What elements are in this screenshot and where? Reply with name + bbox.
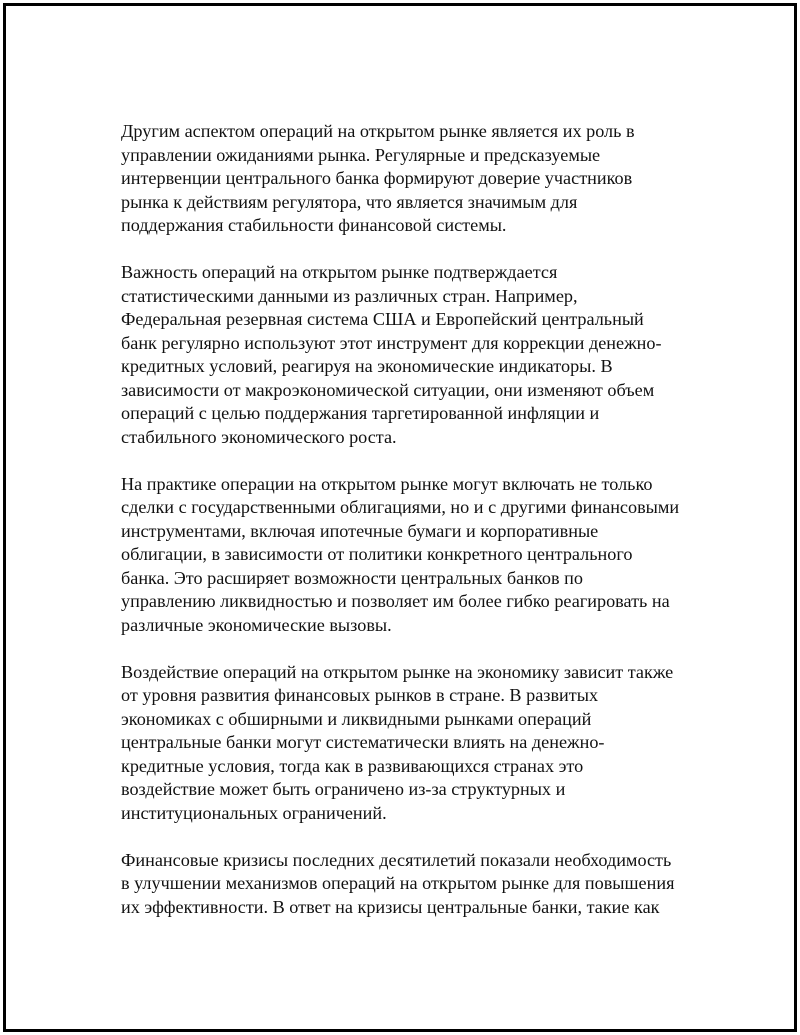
paragraph-1 — [121, 120, 696, 238]
text-line: воздействие может быть ограничено из-за структурных и — [121, 779, 566, 799]
text-line: облигации, в зависимости от политики конкретного центрального — [121, 544, 633, 564]
text-line: различные экономические вызовы. — [121, 614, 392, 635]
text-line: интервенции центрального банка формируют доверие участников — [121, 168, 633, 188]
text-line: институциональных ограничений. — [121, 802, 387, 823]
text-line: рынка к действиям регулятора, что является значимым для — [121, 191, 578, 212]
text-line: центральные банки могут систематически влиять на денежно- — [121, 732, 605, 752]
text-line: экономиках с обширными и ликвидными рынками операций — [121, 708, 592, 729]
text-line: банка. Это расширяет возможности центральных банков по — [121, 567, 583, 588]
text-line: инструментами, включая ипотечные бумаги и корпоративные — [121, 520, 599, 541]
text-line: Федеральная резервная система США и Европейский центральный — [121, 309, 644, 329]
text-line: На практике операции на открытом рынке могут включать не только — [121, 473, 653, 494]
text-line: Важность операций на открытом рынке подтверждается — [121, 262, 558, 282]
text-line: управлению ликвидностью и позволяет им более гибко реагировать на — [121, 591, 670, 611]
text-line: статистическими данными из различных стран. Например, — [121, 285, 578, 306]
paragraph-2 — [121, 261, 696, 449]
text-line: в улучшении механизмов операций на открытом рынке для повышения — [121, 873, 675, 893]
text-line: управлении ожиданиями рынка. Регулярные и предсказуемые — [121, 144, 601, 165]
text-line: кредитные условия, тогда как в развивающихся странах это — [121, 755, 584, 776]
paragraph-3 — [121, 473, 696, 638]
text-line: операций с целью поддержания таргетированной инфляции и — [121, 403, 600, 423]
text-line: Финансовые кризисы последних десятилетий показали необходимость — [121, 849, 672, 870]
text-line: стабильного экономического роста. — [121, 426, 397, 447]
text-line: зависимости от макроэкономической ситуации, они изменяют объем — [121, 379, 655, 400]
text-line: Воздействие операций на открытом рынке на экономику зависит также — [121, 661, 674, 682]
text-line: их эффективности. В ответ на кризисы центральные банки, такие как — [121, 896, 660, 917]
text-line: сделки с государственными облигациями, но и с другими финансовыми — [121, 497, 680, 517]
text-line: кредитных условий, реагируя на экономические индикаторы. В — [121, 356, 613, 376]
text-line: поддержания стабильности финансовой системы. — [121, 215, 507, 235]
text-line: от уровня развития финансовых рынков в стране. В развитых — [121, 685, 599, 705]
text-line: Другим аспектом операций на открытом рынке является их роль в — [121, 121, 635, 141]
paragraph-5 — [121, 849, 696, 920]
paragraph-4 — [121, 661, 696, 826]
text-line: банк регулярно используют этот инструмент для коррекции денежно- — [121, 332, 662, 353]
document-page — [3, 3, 797, 1032]
document-body — [121, 120, 696, 943]
